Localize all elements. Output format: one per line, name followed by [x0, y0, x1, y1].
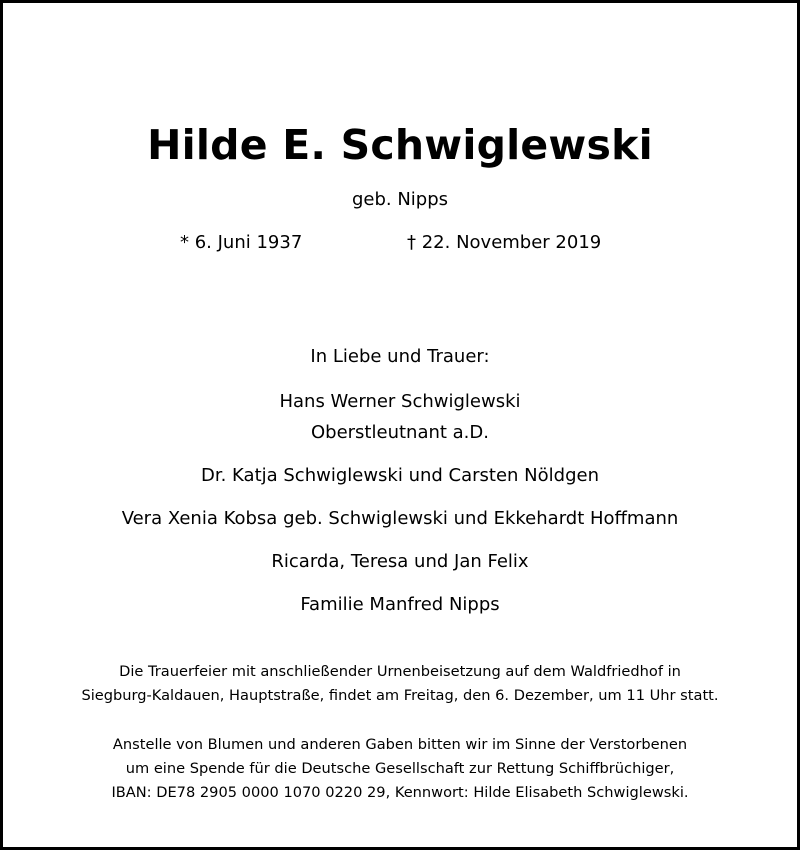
donation-info-line: um eine Spende für die Deutsche Gesellschaft zur Rettung Schiffbrüchiger, — [125, 760, 675, 777]
mourner-entry: Ricarda, Teresa und Jan Felix — [271, 551, 529, 572]
donation-info-line: IBAN: DE78 2905 0000 1070 0220 29, Kennwort: Hilde Elisabeth Schwiglewski. — [111, 784, 689, 801]
mourner-title: Oberstleutnant a.D. — [310, 422, 489, 443]
funeral-info-line: Die Trauerfeier mit anschließender Urnenbeisetzung auf dem Waldfriedhof in — [119, 663, 681, 680]
mourner-entry: Dr. Katja Schwiglewski und Carsten Nöldgen — [201, 465, 599, 486]
mourner-entry: Vera Xenia Kobsa geb. Schwiglewski und Ekkehardt Hoffmann — [121, 508, 679, 529]
funeral-info-line: Siegburg-Kaldauen, Hauptstraße, findet am Freitag, den 6. Dezember, um 11 Uhr statt. — [81, 687, 719, 704]
deceased-name: Hilde E. Schwiglewski — [147, 121, 653, 169]
mourner-entry: Familie Manfred Nipps — [300, 594, 500, 615]
birth-date: * 6. Juni 1937 — [180, 232, 303, 253]
life-dates — [3, 232, 797, 258]
mourner-entry: Hans Werner Schwiglewski — [279, 391, 521, 412]
donation-info-line: Anstelle von Blumen und anderen Gaben bitten wir im Sinne der Verstorbenen — [112, 736, 688, 753]
mourners-heading: In Liebe und Trauer: — [310, 346, 490, 367]
death-date: † 22. November 2019 — [407, 232, 602, 253]
birth-name: geb. Nipps — [351, 189, 449, 210]
